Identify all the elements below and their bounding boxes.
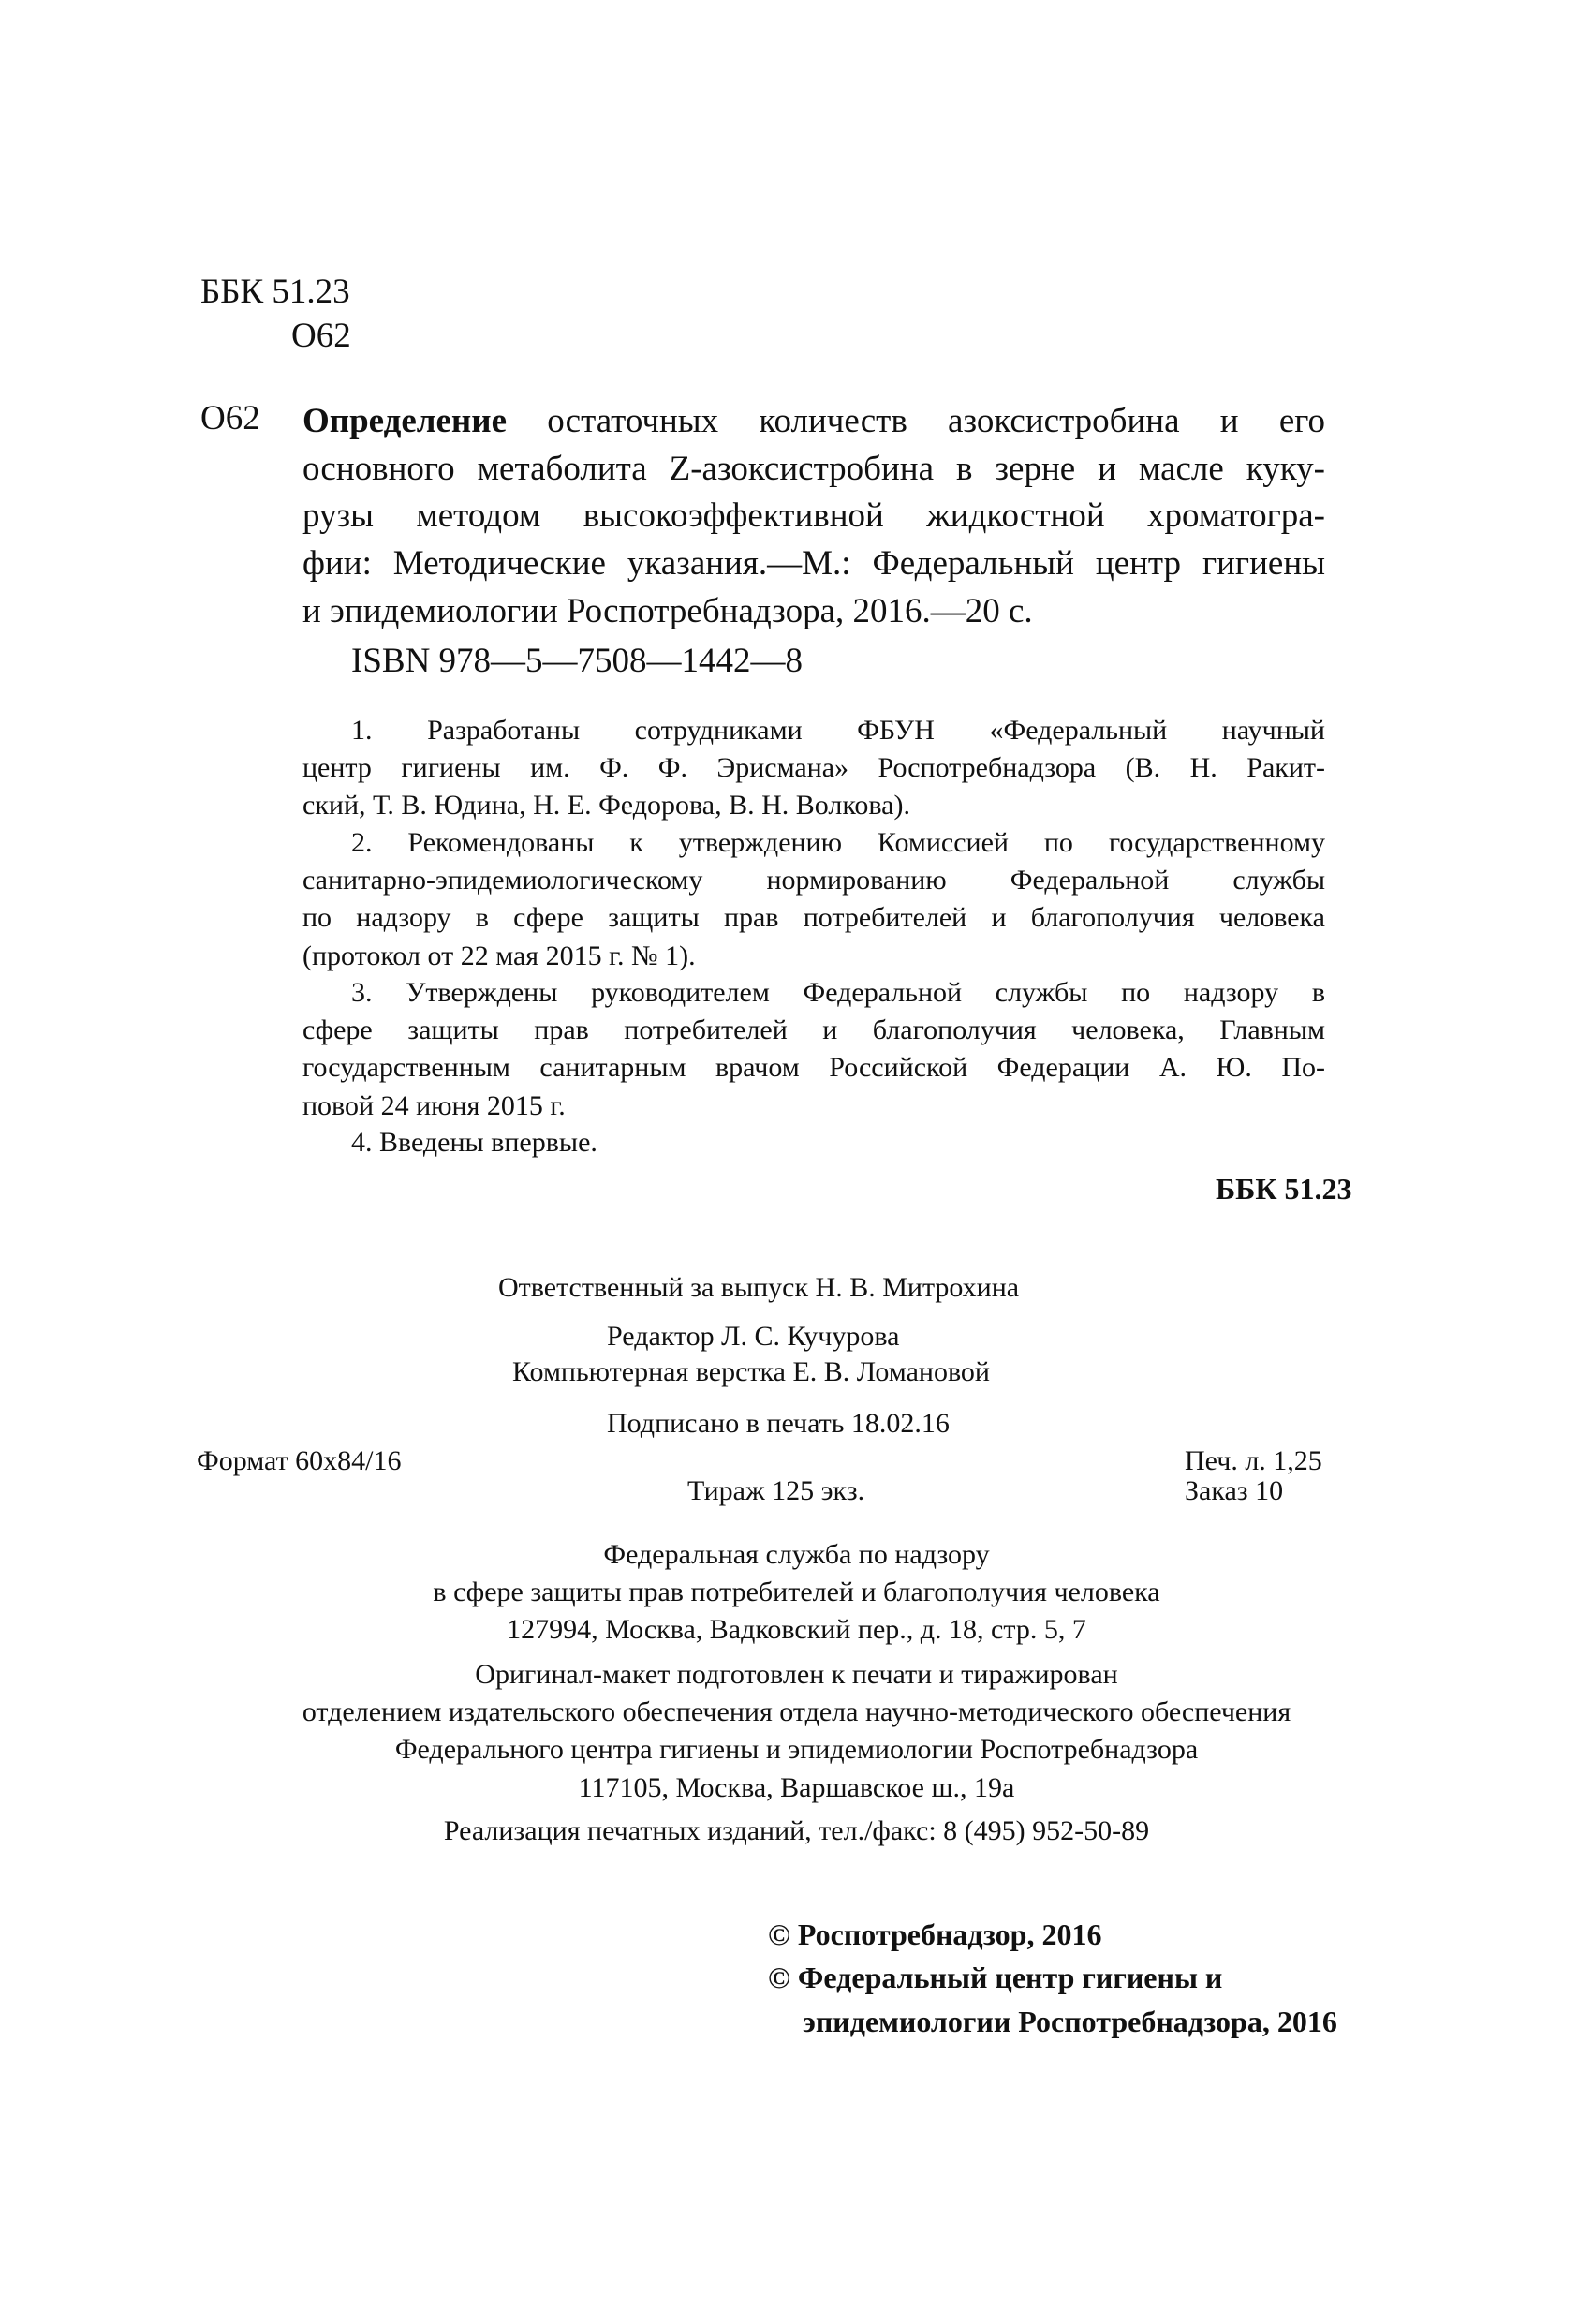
original-layout-block	[0, 1656, 1593, 1807]
original-layout-address: 117105, Москва, Варшавское ш., 19а	[578, 1771, 1015, 1803]
paragraph-developed	[302, 712, 1325, 825]
paragraph-line: санитарно-эпидемиологическому нормированию Федеральной службы	[302, 865, 1325, 896]
description-line: рузы методом высокоэффективной жидкостной хроматогра-	[302, 496, 1325, 536]
isbn: ISBN 978—5—7508—1442—8	[351, 642, 804, 680]
original-layout-line: отделением издательского обеспечения отдела научно-методического обеспечения	[302, 1696, 1291, 1728]
publisher-line: Федеральная служба по надзору	[603, 1539, 990, 1570]
description-line: фии: Методические указания.—М.: Федеральный центр гигиены	[302, 544, 1325, 584]
paragraph-line: государственным санитарным врачом Российской Федерации А. Ю. По-	[302, 1052, 1325, 1084]
layout-credit: Компьютерная верстка Е. В. Ломановой	[512, 1356, 990, 1387]
copyright-block	[768, 1913, 1337, 2043]
title-bold-word: Определение	[302, 402, 507, 440]
paragraph-line: 1. Разработаны сотрудниками ФБУН «Федеральный научный	[351, 715, 1325, 746]
bibliographic-description	[302, 398, 1325, 635]
publisher-address: 127994, Москва, Вадковский пер., д. 18, стр. 5, 7	[507, 1614, 1086, 1646]
description-line	[302, 398, 1325, 446]
copyright-line: © Роспотребнадзор, 2016	[768, 1917, 1102, 1951]
author-mark: О62	[291, 317, 351, 355]
paragraph-introduced	[302, 1124, 1325, 1162]
paragraph-approved	[302, 974, 1325, 1125]
paragraph-line: повой 24 июня 2015 г.	[302, 1089, 566, 1121]
responsible-person: Ответственный за выпуск Н. В. Митрохина	[498, 1272, 1020, 1303]
original-layout-line: Федерального центра гигиены и эпидемиологии Роспотребнадзора	[394, 1734, 1199, 1766]
bbk-code-bottom: ББК 51.23	[1216, 1172, 1352, 1206]
paragraph-line: (протокол от 22 мая 2015 г. № 1).	[302, 940, 696, 971]
order-number: Заказ 10	[1185, 1475, 1284, 1506]
description-line: основного метаболита Z-азоксистробина в зерне и масле куку-	[302, 449, 1325, 488]
original-layout-line: Оригинал-макет подготовлен к печати и тиражирован	[475, 1659, 1118, 1690]
paragraph-line: по надзору в сфере защиты прав потребителей и благополучия человека	[302, 902, 1325, 934]
copyright-line: © Федеральный центр гигиены и	[768, 1961, 1223, 1995]
publisher-block	[0, 1536, 1593, 1650]
author-mark-left: О62	[200, 399, 260, 437]
copyright-line: эпидемиологии Роспотребнадзора, 2016	[803, 2004, 1337, 2038]
sales-contact: Реализация печатных изданий, тел./факс: 8 (495) 952-50-89	[443, 1815, 1150, 1846]
paragraph-line: 3. Утверждены руководителем Федеральной службы по надзору в	[351, 977, 1325, 1008]
bbk-code: ББК 51.23	[200, 273, 350, 311]
publisher-line: в сфере защиты прав потребителей и благополучия человека	[433, 1576, 1160, 1608]
paragraph-line: центр гигиены им. Ф. Ф. Эрисмана» Роспотребнадзора (В. Н. Ракит-	[302, 752, 1325, 784]
paper-format: Формат 60х84/16	[197, 1445, 402, 1476]
paragraph-line: 4. Введены впервые.	[351, 1127, 597, 1158]
paragraph-line: сфере защиты прав потребителей и благополучия человека, Главным	[302, 1014, 1325, 1046]
printed-sheets: Печ. л. 1,25	[1185, 1445, 1322, 1476]
paragraph-recommended	[302, 824, 1325, 975]
description-text: остаточных количеств азоксистробина и его	[507, 402, 1325, 440]
paragraph-line: 2. Рекомендованы к утверждению Комиссией по государственному	[351, 827, 1325, 858]
signed-for-print: Подписано в печать 18.02.16	[607, 1408, 950, 1439]
description-line: и эпидемиологии Роспотребнадзора, 2016.—20 с.	[302, 591, 1033, 630]
editor: Редактор Л. С. Кучурова	[607, 1321, 900, 1352]
paragraph-line: ский, Т. В. Юдина, Н. Е. Федорова, В. Н. Волкова).	[302, 790, 910, 822]
print-run: Тираж 125 экз.	[687, 1475, 865, 1506]
